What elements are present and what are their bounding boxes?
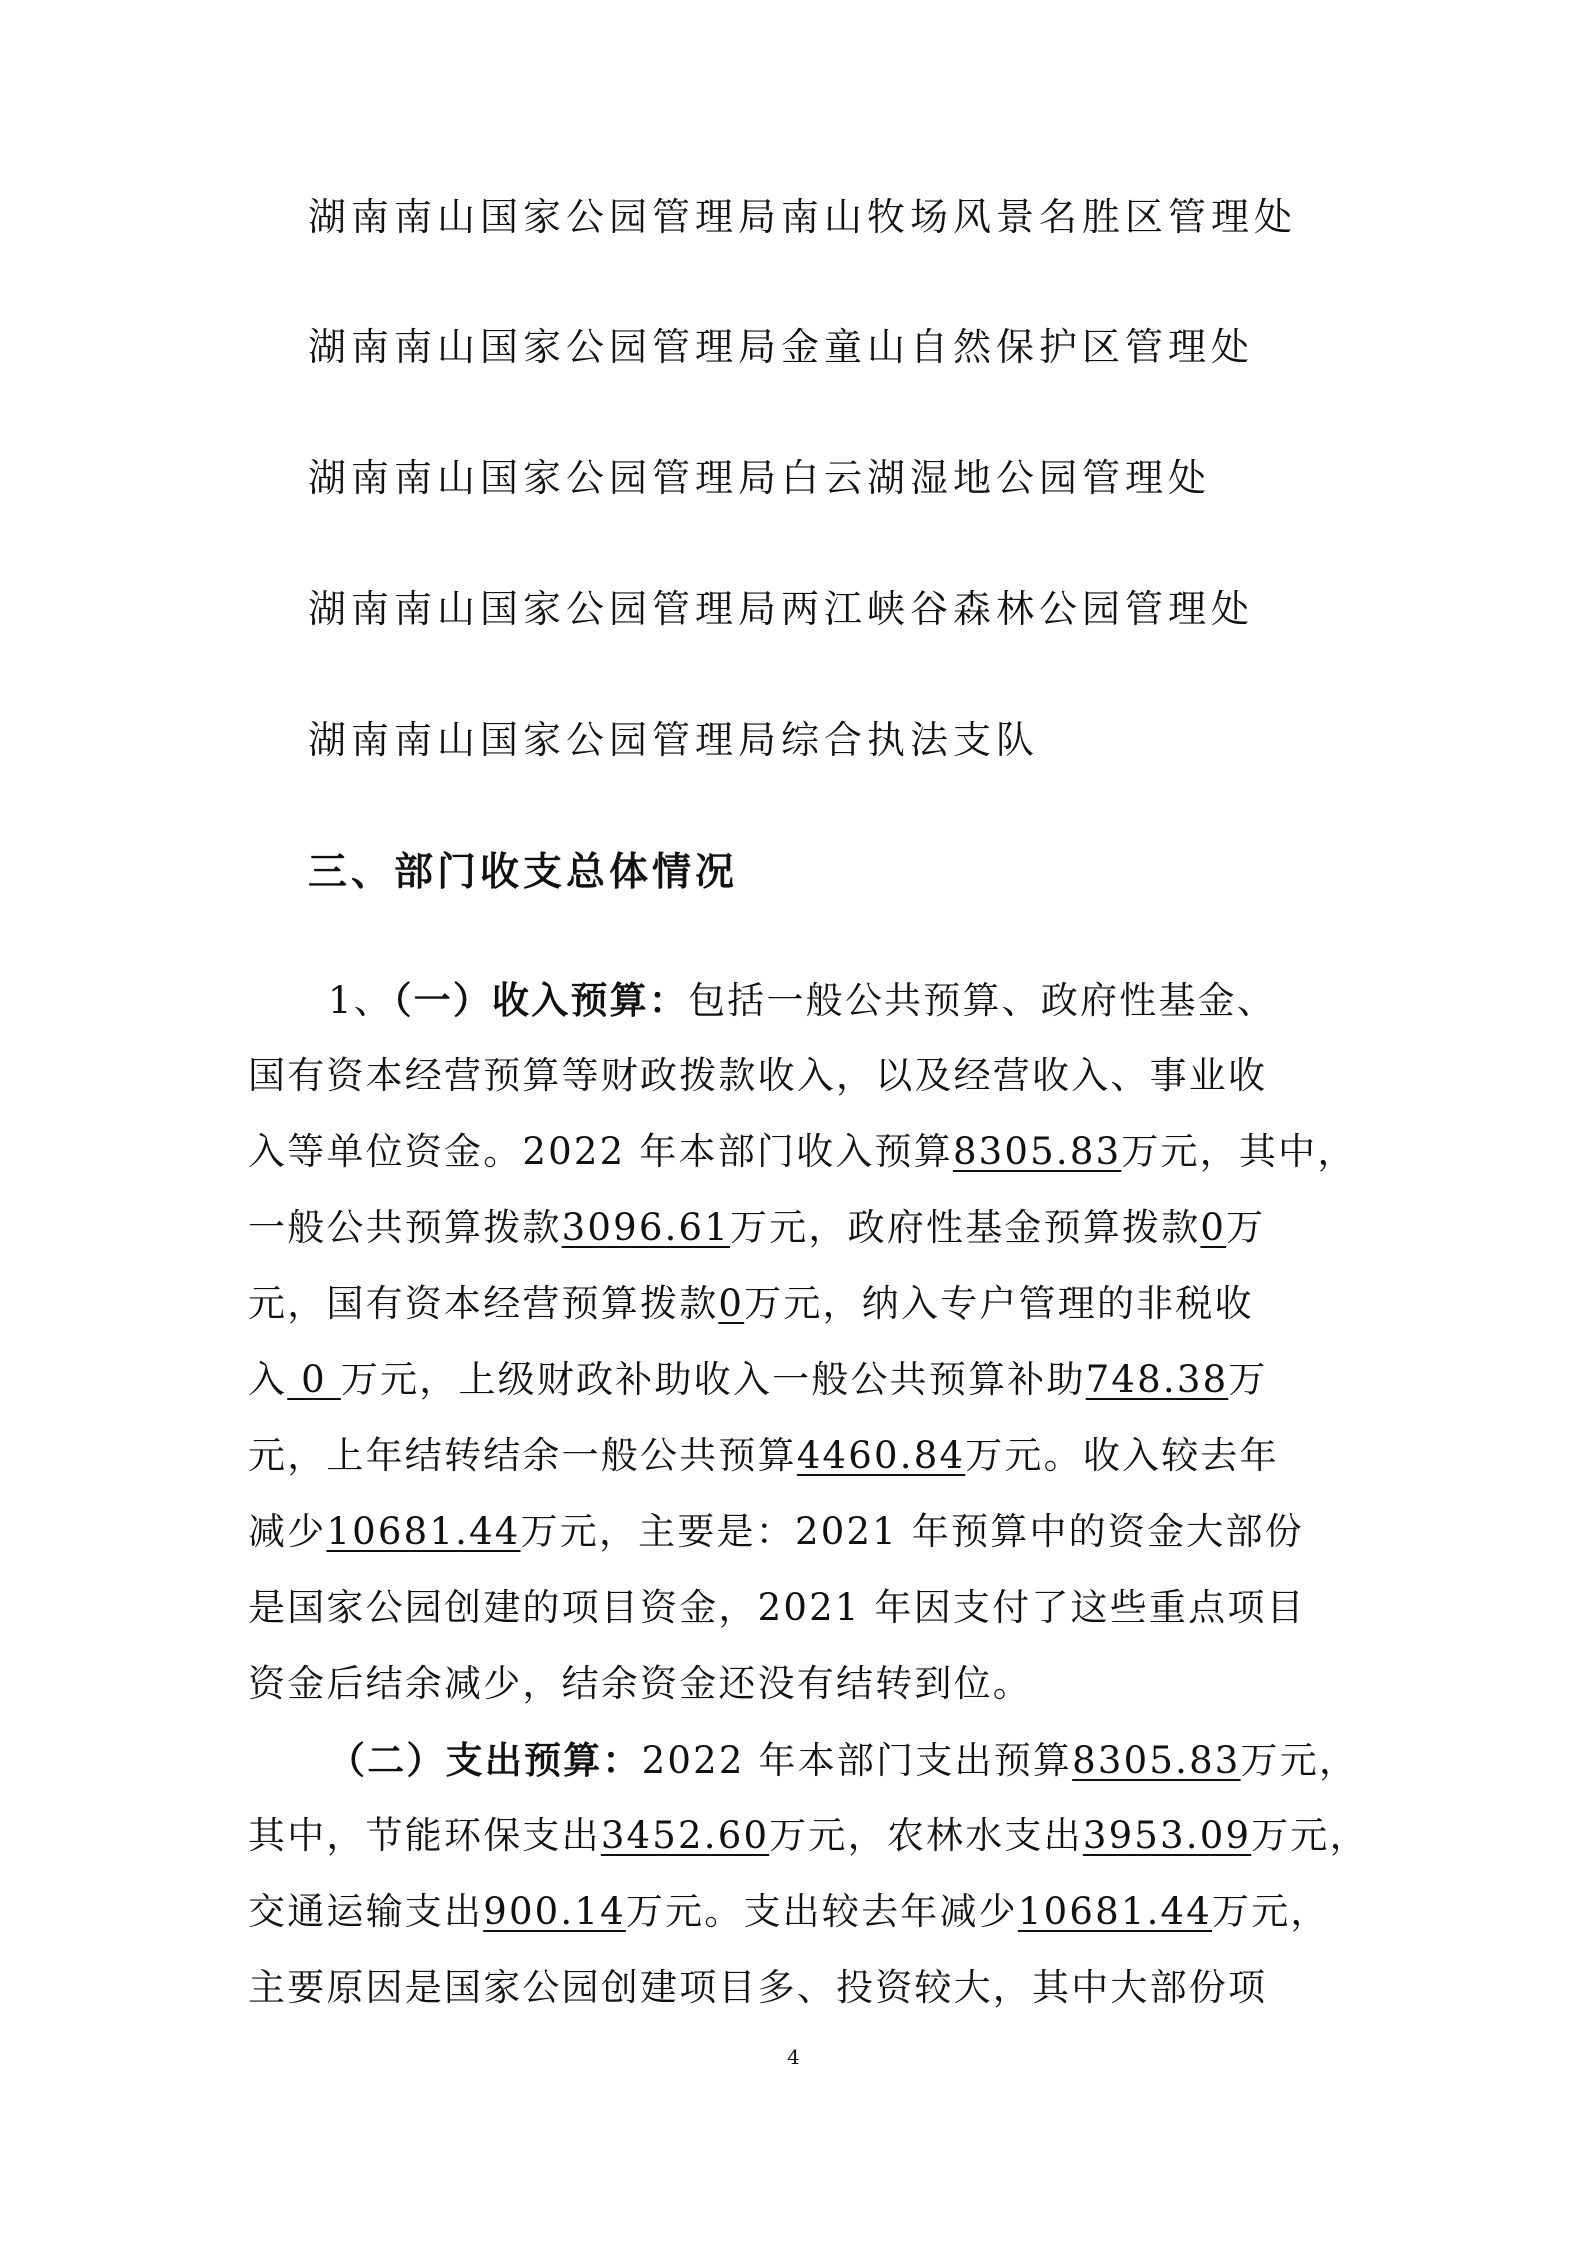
unit-line-3: 湖南南山国家公园管理局白云湖湿地公园管理处	[308, 456, 1212, 500]
transport-value: 900.14	[483, 1890, 626, 1933]
income-text: 是国家公园创建的项目资金，2021 年因支付了这些重点项目	[248, 1586, 1306, 1629]
state-capital-value: 0	[718, 1282, 745, 1325]
income-text: 元，国有资本经营预算拨款	[248, 1282, 719, 1325]
income-text: 万	[1226, 1206, 1266, 1249]
expenditure-text: 其中，节能环保支出	[248, 1814, 601, 1857]
income-text: 万元，上级财政补助收入一般公共预算补助	[340, 1358, 1086, 1401]
income-text: 包括一般公共预算、政府性基金、	[688, 979, 1277, 1022]
expenditure-line-1	[248, 1722, 1358, 1798]
income-text: 资金后结余减少，结余资金还没有结转到位。	[248, 1662, 1032, 1705]
page-number: 4	[787, 2045, 800, 2069]
income-text: 入	[248, 1358, 288, 1401]
income-paragraph	[248, 962, 1358, 1722]
unit-line-1: 湖南南山国家公园管理局南山牧场风景名胜区管理处	[308, 195, 1298, 239]
expenditure-text: 交通运输支出	[248, 1890, 484, 1933]
agri-value: 3953.09	[1082, 1814, 1252, 1857]
income-line-6	[248, 1342, 1358, 1418]
section-heading: 三、部门收支总体情况	[308, 850, 739, 895]
income-text: 万	[1228, 1358, 1268, 1401]
income-decrease-value: 10681.44	[326, 1510, 521, 1553]
expenditure-line-4	[248, 1950, 1358, 2026]
expenditure-text: 万元，农林水支出	[769, 1814, 1083, 1857]
income-line-8	[248, 1494, 1358, 1570]
general-budget-value: 3096.61	[561, 1206, 731, 1249]
unit-line-2: 湖南南山国家公园管理局金童山自然保护区管理处	[308, 325, 1255, 369]
energy-value: 3452.60	[600, 1814, 770, 1857]
subsidy-value: 748.38	[1085, 1358, 1229, 1401]
income-total-value: 8305.83	[952, 1130, 1122, 1173]
income-text: 国有资本经营预算等财政拨款收入，以及经营收入、事业收	[248, 1054, 1268, 1097]
income-text: 万元，政府性基金预算拨款	[730, 1206, 1201, 1249]
income-text: 减少	[248, 1510, 327, 1553]
income-line-3	[248, 1114, 1358, 1190]
expenditure-text: 万元，	[1212, 1890, 1330, 1933]
income-text: 万元，纳入专户管理的非税收	[744, 1282, 1254, 1325]
expenditure-line-2	[248, 1798, 1369, 1874]
carryover-value: 4460.84	[796, 1434, 966, 1477]
expenditure-decrease-value: 10681.44	[1017, 1890, 1213, 1933]
income-line-2	[248, 1038, 1358, 1114]
expenditure-paragraph	[248, 1722, 1369, 2026]
income-text: 万元。收入较去年	[965, 1434, 1279, 1477]
income-line-5	[248, 1266, 1358, 1342]
income-line-9	[248, 1570, 1358, 1646]
unit-line-5: 湖南南山国家公园管理局综合执法支队	[308, 718, 1040, 762]
expenditure-text: 2022 年本部门支出预算	[641, 1739, 1073, 1782]
income-line-1	[248, 962, 1358, 1038]
expenditure-text: 万元。支出较去年减少	[625, 1890, 1018, 1933]
expenditure-text: 万元，	[1251, 1814, 1369, 1857]
non-tax-value: 0	[287, 1358, 341, 1401]
income-line-10	[248, 1646, 1358, 1722]
gov-fund-value: 0	[1200, 1206, 1227, 1249]
expenditure-total-value: 8305.83	[1072, 1739, 1241, 1782]
income-text: 万元，主要是：2021 年预算中的资金大部份	[520, 1510, 1304, 1553]
income-text: 万元，其中，	[1121, 1130, 1357, 1173]
income-line-4	[248, 1190, 1358, 1266]
income-prefix: 1、	[328, 979, 393, 1022]
expenditure-text: 主要原因是国家公园创建项目多、投资较大，其中大部份项	[248, 1966, 1268, 2009]
expenditure-label: （二）支出预算：	[328, 1738, 642, 1782]
income-label: （一）收入预算：	[392, 978, 689, 1022]
expenditure-line-3	[248, 1874, 1358, 1950]
income-text: 元，上年结转结余一般公共预算	[248, 1434, 797, 1477]
unit-line-4: 湖南南山国家公园管理局两江峡谷森林公园管理处	[308, 587, 1255, 631]
income-text: 一般公共预算拨款	[248, 1206, 562, 1249]
income-text: 入等单位资金。2022 年本部门收入预算	[248, 1130, 953, 1173]
income-line-7	[248, 1418, 1358, 1494]
expenditure-text: 万元，	[1240, 1739, 1359, 1782]
